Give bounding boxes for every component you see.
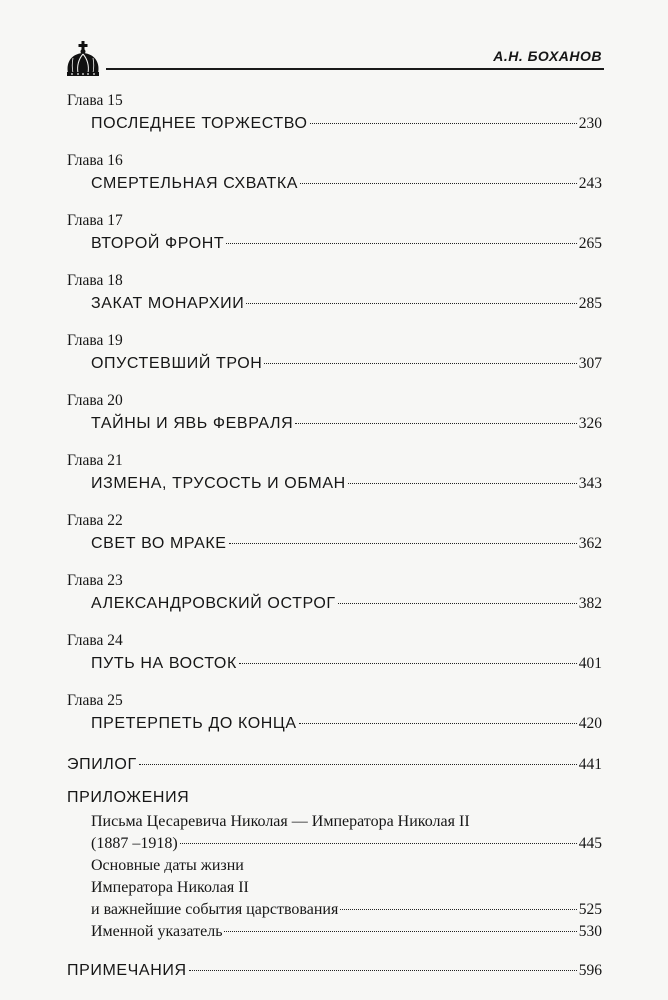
chapter-title: ОПУСТЕВШИЙ ТРОН [91,355,263,372]
dot-leader [310,123,577,124]
dot-leader [338,603,577,604]
chapter-title-line [67,231,602,257]
toc-entry-chapter[interactable] [67,271,602,317]
chapter-title: ТАЙНЫ И ЯВЬ ФЕВРАЛЯ [91,415,294,432]
chapter-title: АЛЕКСАНДРОВСКИЙ ОСТРОГ [91,595,336,612]
chapter-label: Глава 15 [67,92,123,109]
dot-leader [246,303,576,304]
chapter-label: Глава 22 [67,512,123,529]
toc-entry-chapter[interactable] [67,451,602,497]
table-of-contents [67,91,602,985]
dot-leader [264,363,576,364]
letters-line-1: Письма Цесаревича Николая — Императора Николая II [91,813,470,830]
chapter-title-line [67,351,602,377]
chapter-title-line [67,651,602,677]
running-header [64,40,604,82]
appendices-title: ПРИЛОЖЕНИЯ [67,789,190,806]
letters-line-2: (1887 –1918) [91,835,178,852]
dates-line-1: Основные даты жизни [91,857,244,874]
dates-page: 525 [578,901,602,918]
notes-title: ПРИМЕЧАНИЯ [67,962,187,979]
toc-entry-index[interactable] [67,921,602,943]
dot-leader [299,723,577,724]
index-title: Именной указатель [91,923,223,940]
chapter-list [67,91,602,737]
chapter-title-line [67,711,602,737]
index-page: 530 [578,923,602,940]
dot-leader [189,970,577,971]
dot-leader [224,931,576,932]
chapter-page: 382 [578,595,602,612]
epilogue-title: ЭПИЛОГ [67,756,137,773]
chapter-page: 243 [578,175,602,192]
chapter-label: Глава 20 [67,392,123,409]
toc-entry-chapter[interactable] [67,631,602,677]
toc-entry-chapter[interactable] [67,331,602,377]
chapter-title-line [67,411,602,437]
chapter-label: Глава 24 [67,632,123,649]
epilogue-page: 441 [578,756,602,773]
toc-entry-chapter[interactable] [67,151,602,197]
toc-entry-chapter[interactable] [67,211,602,257]
dot-leader [300,183,577,184]
toc-entry-chapter[interactable] [67,511,602,557]
toc-entry-chapter[interactable] [67,691,602,737]
chapter-title: ПРЕТЕРПЕТЬ ДО КОНЦА [91,715,297,732]
chapter-title-line [67,591,602,617]
dates-line-2: Императора Николая II [91,879,249,896]
chapter-page: 401 [578,655,602,672]
dot-leader [295,423,576,424]
chapter-title-line [67,111,602,137]
dot-leader [180,843,577,844]
crown-icon [64,40,102,78]
toc-entry-chapter[interactable] [67,91,602,137]
chapter-label: Глава 19 [67,332,123,349]
chapter-label: Глава 23 [67,572,123,589]
chapter-label: Глава 21 [67,452,123,469]
chapter-page: 265 [578,235,602,252]
chapter-label: Глава 17 [67,212,123,229]
dot-leader [340,909,576,910]
dot-leader [226,243,576,244]
chapter-label: Глава 16 [67,152,123,169]
chapter-page: 285 [578,295,602,312]
chapter-title: СВЕТ ВО МРАКЕ [91,535,227,552]
dot-leader [239,663,577,664]
chapter-page: 326 [578,415,602,432]
dot-leader [229,543,577,544]
chapter-title-line [67,531,602,557]
chapter-page: 307 [578,355,602,372]
chapter-title: ПОСЛЕДНЕЕ ТОРЖЕСТВО [91,115,308,132]
chapter-title: СМЕРТЕЛЬНАЯ СХВАТКА [91,175,299,192]
letters-page: 445 [578,835,602,852]
chapter-title: ЗАКАТ МОНАРХИИ [91,295,245,312]
toc-entry-letters[interactable] [67,811,602,855]
chapter-page: 420 [578,715,602,732]
toc-entry-chapter[interactable] [67,571,602,617]
chapter-page: 230 [578,115,602,132]
chapter-label: Глава 18 [67,272,123,289]
header-rule [106,68,604,70]
chapter-page: 343 [578,475,602,492]
chapter-title: ИЗМЕНА, ТРУСОСТЬ И ОБМАН [91,475,346,492]
toc-entry-dates[interactable] [67,855,602,921]
notes-page: 596 [578,962,602,979]
dates-line-3: и важнейшие события царствования [91,901,339,918]
chapter-title-line [67,291,602,317]
dot-leader [348,483,577,484]
chapter-title: ВТОРОЙ ФРОНТ [91,235,225,252]
chapter-label: Глава 25 [67,692,123,709]
chapter-page: 362 [578,535,602,552]
toc-entry-chapter[interactable] [67,391,602,437]
dot-leader [139,764,577,765]
toc-entry-notes[interactable] [67,957,602,985]
chapter-title-line [67,171,602,197]
toc-entry-epilogue[interactable] [67,751,602,779]
chapter-title: ПУТЬ НА ВОСТОК [91,655,237,672]
chapter-title-line [67,471,602,497]
author-name: А.Н. БОХАНОВ [485,48,602,64]
appendices-section [67,785,602,943]
